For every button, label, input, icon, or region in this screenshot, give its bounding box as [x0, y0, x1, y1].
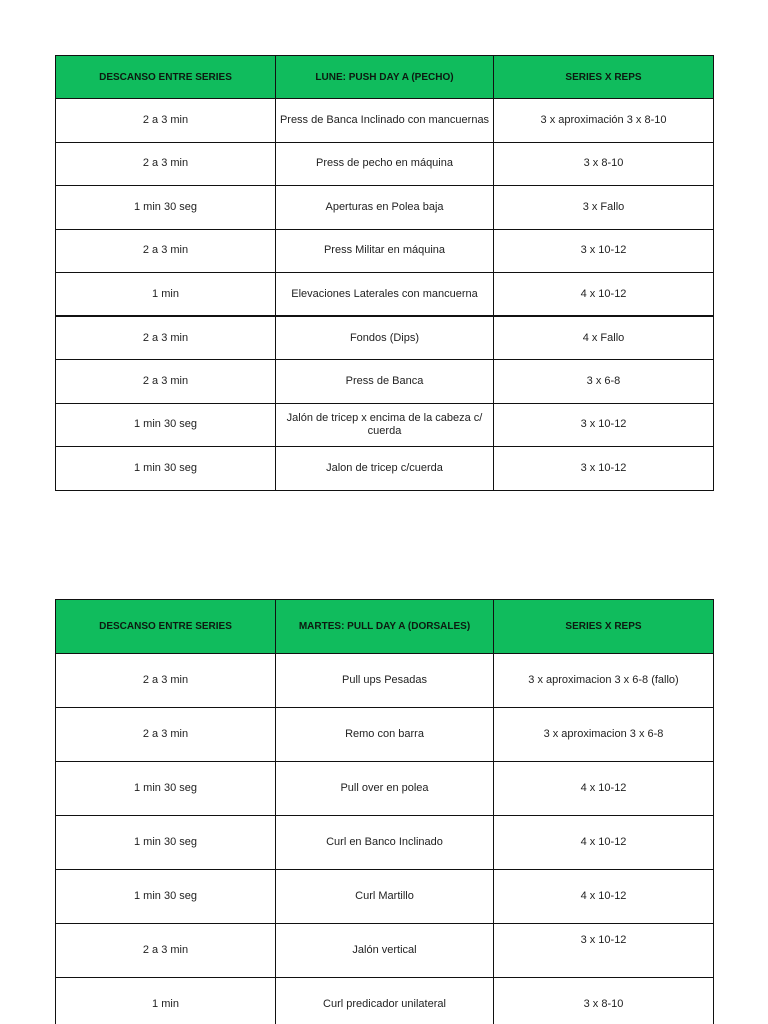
exercise-cell: Elevaciones Laterales con mancuerna — [276, 273, 494, 317]
exercise-cell: Press Militar en máquina — [276, 229, 494, 273]
rest-cell: 1 min — [56, 978, 276, 1024]
table-row — [56, 229, 714, 273]
exercise-cell: Pull over en polea — [276, 762, 494, 816]
sets-reps-cell: 3 x 8-10 — [494, 978, 714, 1024]
exercise-cell: Press de Banca Inclinado con mancuernas — [276, 99, 494, 143]
sets-reps-cell: 4 x Fallo — [494, 316, 714, 360]
rest-cell: 2 a 3 min — [56, 316, 276, 360]
rest-cell: 1 min 30 seg — [56, 447, 276, 491]
sets-reps-cell: 4 x 10-12 — [494, 273, 714, 317]
header-exercise-day: LUNE: PUSH DAY A (PECHO) — [276, 56, 494, 99]
pull-day-table — [55, 599, 714, 1024]
table-header-row — [56, 56, 714, 99]
sets-reps-cell: 3 x aproximacion 3 x 6-8 — [494, 708, 714, 762]
table-row — [56, 816, 714, 870]
sets-reps-cell: 3 x 6-8 — [494, 360, 714, 404]
sets-reps-cell: 3 x 10-12 — [494, 403, 714, 447]
table-row — [56, 273, 714, 317]
table-row — [56, 316, 714, 360]
exercise-cell: Jalon de tricep c/cuerda — [276, 447, 494, 491]
table-row — [56, 654, 714, 708]
sets-reps-cell: 3 x Fallo — [494, 186, 714, 230]
sets-reps-cell: 3 x aproximacion 3 x 6-8 (fallo) — [494, 654, 714, 708]
header-rest: DESCANSO ENTRE SERIES — [56, 600, 276, 654]
header-sets-reps: SERIES X REPS — [494, 600, 714, 654]
rest-cell: 2 a 3 min — [56, 360, 276, 404]
rest-cell: 2 a 3 min — [56, 142, 276, 186]
exercise-cell: Curl predicador unilateral — [276, 978, 494, 1024]
table-row — [56, 360, 714, 404]
exercise-cell: Press de Banca — [276, 360, 494, 404]
sets-reps-cell: 4 x 10-12 — [494, 816, 714, 870]
table-row — [56, 447, 714, 491]
rest-cell: 2 a 3 min — [56, 99, 276, 143]
exercise-cell: Jalón de tricep x encima de la cabeza c/ cuerda — [276, 403, 494, 447]
table-row — [56, 99, 714, 143]
exercise-cell: Aperturas en Polea baja — [276, 186, 494, 230]
exercise-cell: Fondos (Dips) — [276, 316, 494, 360]
rest-cell: 1 min 30 seg — [56, 816, 276, 870]
sets-reps-cell: 4 x 10-12 — [494, 870, 714, 924]
table-row — [56, 142, 714, 186]
sets-reps-cell: 3 x 10-12 — [494, 924, 714, 978]
exercise-cell: Jalón vertical — [276, 924, 494, 978]
exercise-cell: Pull ups Pesadas — [276, 654, 494, 708]
header-rest: DESCANSO ENTRE SERIES — [56, 56, 276, 99]
exercise-cell: Curl Martillo — [276, 870, 494, 924]
rest-cell: 2 a 3 min — [56, 654, 276, 708]
rest-cell: 1 min 30 seg — [56, 762, 276, 816]
sets-reps-cell: 4 x 10-12 — [494, 762, 714, 816]
exercise-cell: Remo con barra — [276, 708, 494, 762]
rest-cell: 1 min 30 seg — [56, 403, 276, 447]
table-row — [56, 186, 714, 230]
rest-cell: 1 min — [56, 273, 276, 317]
rest-cell: 2 a 3 min — [56, 924, 276, 978]
sets-reps-cell: 3 x aproximación 3 x 8-10 — [494, 99, 714, 143]
push-day-table — [55, 55, 714, 491]
rest-cell: 2 a 3 min — [56, 229, 276, 273]
sets-reps-cell: 3 x 10-12 — [494, 229, 714, 273]
rest-cell: 2 a 3 min — [56, 708, 276, 762]
header-exercise-day: MARTES: PULL DAY A (DORSALES) — [276, 600, 494, 654]
table-row — [56, 403, 714, 447]
table-header-row — [56, 600, 714, 654]
rest-cell: 1 min 30 seg — [56, 870, 276, 924]
sets-reps-cell: 3 x 10-12 — [494, 447, 714, 491]
rest-cell: 1 min 30 seg — [56, 186, 276, 230]
exercise-cell: Curl en Banco Inclinado — [276, 816, 494, 870]
table-row — [56, 708, 714, 762]
header-sets-reps: SERIES X REPS — [494, 56, 714, 99]
table-row — [56, 978, 714, 1024]
table-row — [56, 924, 714, 978]
table-row — [56, 870, 714, 924]
sets-reps-cell: 3 x 8-10 — [494, 142, 714, 186]
table-row — [56, 762, 714, 816]
exercise-cell: Press de pecho en máquina — [276, 142, 494, 186]
